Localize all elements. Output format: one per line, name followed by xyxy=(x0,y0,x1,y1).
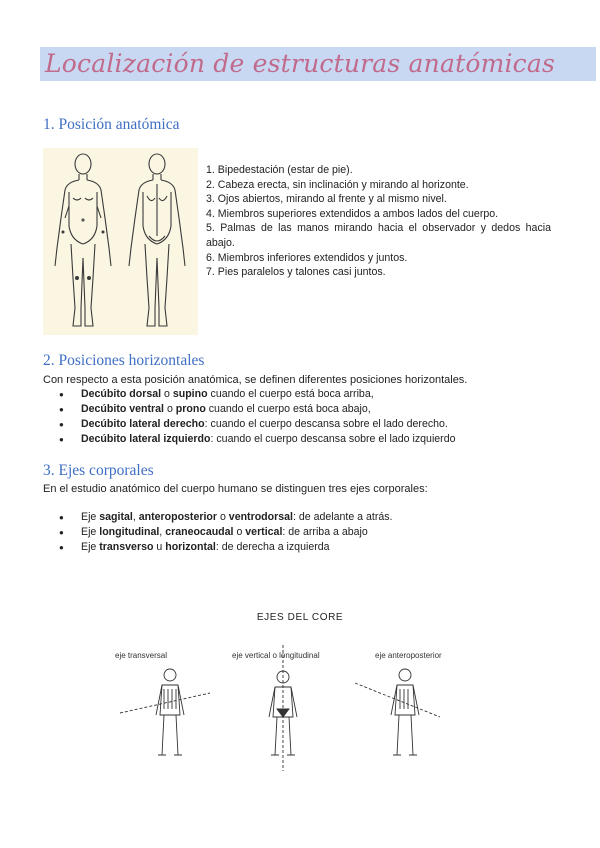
list-item: ● Eje longitudinal, craneocaudal o vertical: de arriba a abajo xyxy=(43,525,393,540)
anatomical-position-figure xyxy=(43,148,198,335)
figure-title: EJES DEL CORE xyxy=(256,612,344,623)
page-title: Localización de estructuras anatómicas xyxy=(44,49,556,78)
core-axes-figure xyxy=(100,605,500,775)
horizontal-positions-intro: Con respecto a esta posición anatómica, se definen diferentes posiciones horizontales. xyxy=(43,374,468,386)
caption-longitudinal-axis: eje vertical o longitudinal xyxy=(232,651,320,660)
list-item: 4. Miembros superiores extendidos a ambos lados del cuerpo. xyxy=(206,207,499,220)
body-axes-list xyxy=(43,510,393,555)
list-item: ● Eje sagital, anteroposterior o ventrodorsal: de adelante a atrás. xyxy=(43,510,393,525)
list-item: 6. Miembros inferiores extendidos y juntos. xyxy=(206,251,408,264)
caption-transverse-axis: eje transversal xyxy=(115,651,168,660)
anatomical-position-list xyxy=(206,163,551,280)
list-item: 2. Cabeza erecta, sin inclinación y mirando al horizonte. xyxy=(206,178,469,191)
body-axes-intro: En el estudio anatómico del cuerpo humano se distinguen tres ejes corporales: xyxy=(43,483,428,495)
list-item: ● Decúbito ventral o prono cuando el cuerpo está boca abajo, xyxy=(43,402,456,417)
list-item: ● Decúbito dorsal o supino cuando el cuerpo está boca arriba, xyxy=(43,387,456,402)
list-item: 5. Palmas de las manos mirando hacia el observador y dedos hacia abajo. xyxy=(206,222,551,249)
caption-anteroposterior-axis: eje anteroposterior xyxy=(375,651,442,660)
list-item: ● Decúbito lateral izquierdo: cuando el cuerpo descansa sobre el lado izquierdo xyxy=(43,432,456,447)
list-item: ● Decúbito lateral derecho: cuando el cuerpo descansa sobre el lado derecho. xyxy=(43,417,456,432)
section-heading-body-axes: 3. Ejes corporales xyxy=(43,462,154,479)
horizontal-positions-list xyxy=(43,387,456,447)
list-item: 3. Ojos abiertos, mirando al frente y al mismo nivel. xyxy=(206,193,447,206)
section-heading-anatomical-position: 1. Posición anatómica xyxy=(43,116,180,133)
list-item: 7. Pies paralelos y talones casi juntos. xyxy=(206,266,386,279)
section-heading-horizontal-positions: 2. Posiciones horizontales xyxy=(43,352,205,369)
list-item: 1. Bipedestación (estar de pie). xyxy=(206,164,353,176)
list-item: ● Eje transverso u horizontal: de derecha a izquierda xyxy=(43,540,393,555)
